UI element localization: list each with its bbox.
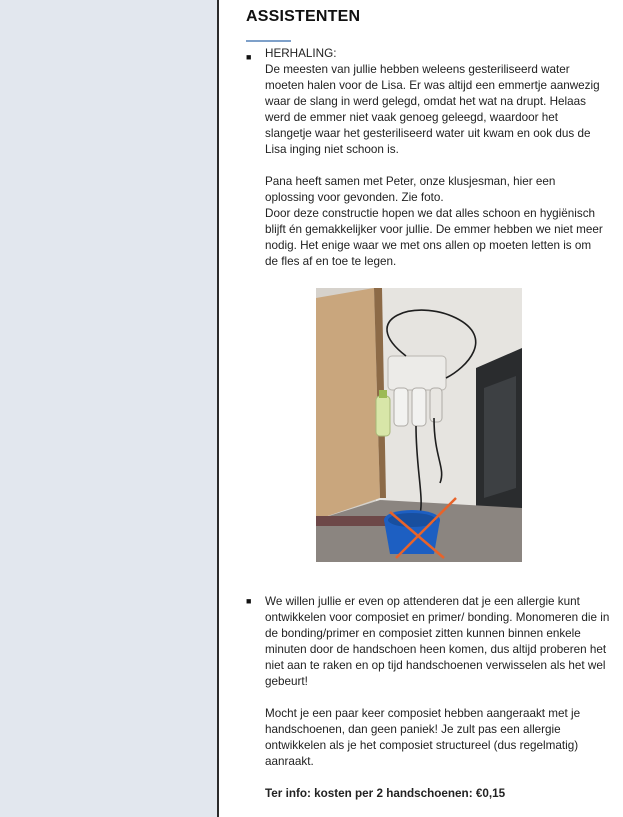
paragraph: De meesten van jullie hebben weleens gesteriliseerd water moeten halen voor de Lisa. Er was altijd een emmertje aanwezig waar de slang in werd gelegd, omdat het wat na drupt. Helaas werd de emmer niet vaak genoeg geleegd, waardoor het slangetje waar het gesteriliseerd water uit kwam en ook dus de Lisa inging niet schoon is.: [265, 63, 600, 156]
paragraph: Pana heeft samen met Peter, onze klusjesman, hier een oplossing voor gevonden. Zie foto.: [265, 175, 556, 204]
section-herhaling: [265, 46, 605, 270]
page-content: [219, 0, 623, 817]
section-allergie: [265, 594, 610, 802]
title-underline: [246, 40, 291, 42]
paragraph: Door deze constructie hopen we dat alles schoon en hygiënisch blijft én gemakkelijker voor jullie. De emmer hebben we niet meer nodig. Het enige waar we met ons allen op moeten letten is om de fles af en toe te legen.: [265, 207, 603, 268]
square-bullet-icon: ■: [246, 596, 252, 606]
sidebar-panel: [0, 0, 217, 817]
photo-illustration: [316, 288, 522, 562]
section-heading: HERHALING:: [265, 47, 337, 60]
paragraph: We willen jullie er even op attenderen dat je een allergie kunt ontwikkelen voor composiet en primer/ bonding. Monomeren die in de bonding/primer en composiet zitten kunnen binnen enkele minuten door de handschoen heen komen, dus altijd proberen het niet aan te raken en op tijd handschoenen verwisselen als het wel gebeurt!: [265, 595, 610, 688]
page-title: ASSISTENTEN: [246, 8, 361, 25]
square-bullet-icon: ■: [246, 52, 252, 62]
info-text: Ter info: kosten per 2 handschoenen: €0,15: [265, 787, 506, 800]
paragraph: Mocht je een paar keer composiet hebben aangeraakt met je handschoenen, dan geen paniek! Je zult pas een allergie ontwikkelen als je het composiet structureel (dus regelmatig) aanraakt.: [265, 707, 581, 768]
water-filter-photo: [316, 288, 522, 562]
